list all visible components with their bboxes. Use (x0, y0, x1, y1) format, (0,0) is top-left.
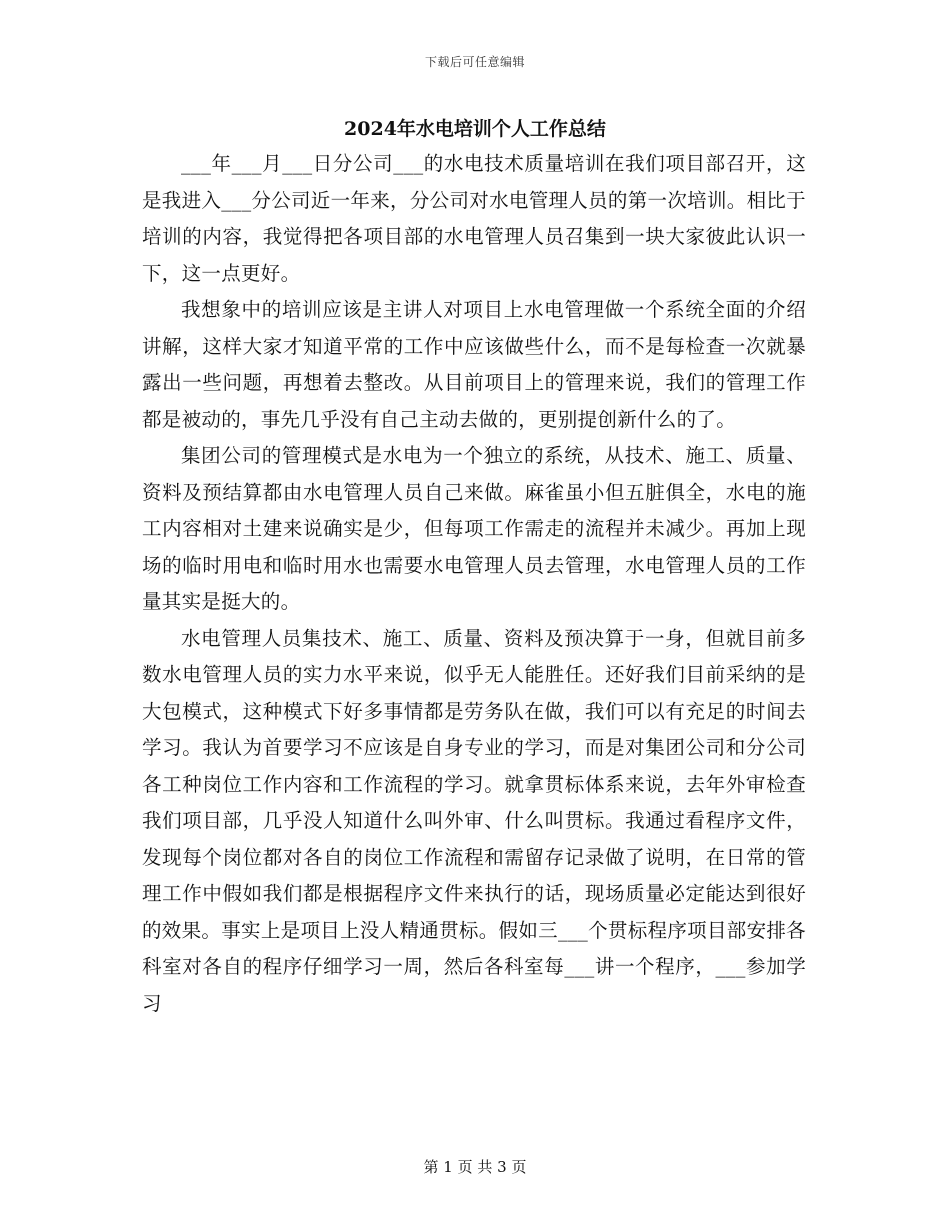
paragraph-1: ___年___月___日分公司___的水电技术质量培训在我们项目部召开，这是我进入___分公司近一年来，分公司对水电管理人员的第一次培训。相比于培训的内容，我觉得把各项目部的水电管理人员召集到一块大家彼此认识一下，这一点更好。 (142, 152, 806, 285)
document-title: 2024年水电培训个人工作总结 (344, 118, 606, 140)
document-body (142, 146, 806, 1022)
page-number-footer: 第 1 页 共 3 页 (423, 1158, 527, 1176)
header-note: 下载后可任意编辑 (424, 55, 525, 69)
paragraph-2: 我想象中的培训应该是主讲人对项目上水电管理做一个系统全面的介绍讲解，这样大家才知道平常的工作中应该做些什么，而不是每检查一次就暴露出一些问题，再想着去整改。从目前项目上的管理来说，我们的管理工作都是被动的，事先几乎没有自己主动去做的，更别提创新什么的了。 (142, 298, 806, 431)
paragraph-4: 水电管理人员集技术、施工、质量、资料及预决算于一身，但就目前多数水电管理人员的实力水平来说，似乎无人能胜任。还好我们目前采纳的是大包模式，这种模式下好多事情都是劳务队在做，我们可以有充足的时间去学习。我认为首要学习不应该是自身专业的学习，而是对集团公司和分公司各工种岗位工作内容和工作流程的学习。就拿贯标体系来说，去年外审检查我们项目部，几乎没人知道什么叫外审、什么叫贯标。我通过看程序文件，发现每个岗位都对各自的岗位工作流程和需留存记录做了说明，在日常的管理工作中假如我们都是根据程序文件来执行的话，现场质量必定能达到很好的效果。事实上是项目上没人精通贯标。假如三___个贯标程序项目部安排各科室对各自的程序仔细学习一周，然后各科室每___讲一个程序，___参加学习 (142, 626, 806, 1015)
paragraph-3: 集团公司的管理模式是水电为一个独立的系统，从技术、施工、质量、资料及预结算都由水电管理人员自己来做。麻雀虽小但五脏俱全，水电的施工内容相对土建来说确实是少，但每项工作需走的流程并未减少。再加上现场的临时用电和临时用水也需要水电管理人员去管理，水电管理人员的工作量其实是挺大的。 (142, 444, 806, 613)
